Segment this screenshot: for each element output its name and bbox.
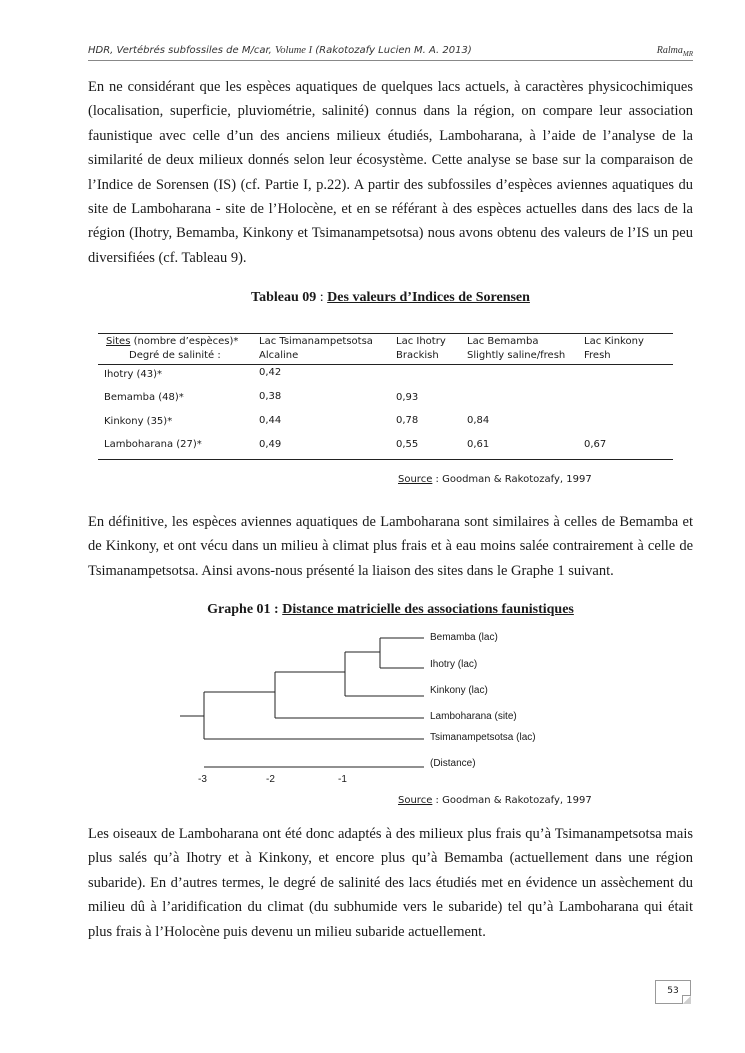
table-caption-title: Des valeurs d’Indices de Sorensen	[327, 290, 530, 305]
header-volume: Volume I	[275, 45, 313, 56]
paragraph-intro: En ne considérant que les espèces aquatiques de quelques lacs actuels, à caractères physicochimiques (localisation, superficie, pluviométrie, salinité) connus dans la région, on compare leur association faunistique avec celle d’un des anciens milieux étudiés, Lamboharana, à l’aide de l’analyse de la similarité de deux milieux donnés selon leur écosystème. Cette analyse se base sur la comparaison de l’Indice de Sorensen (IS) (cf. Partie I, p.22). A partir des subfossiles d’espèces aviennes aquatiques du site de Lamboharana - site de l’Holocène, et en se référant à des espèces actuelles dans des lacs de la région (Ihotry, Bemamba, Kinkony et Tsimanampetsotsa) nous avons obtenu des valeurs de l’IS un peu diversifiées (cf. Tableau 9).	[88, 79, 693, 266]
table-row-site-ihotry: Ihotry (43)*	[104, 369, 163, 380]
table-cell-lamboharana-kinkony: 0,67	[584, 439, 607, 450]
dendro-leaf-ihotry: Ihotry (lac)	[430, 659, 478, 670]
table-header-salinity-label: Degré de salinité :	[129, 350, 221, 361]
dendro-axis-tick-minus-1: -1	[338, 774, 347, 785]
page-number: 53	[667, 986, 679, 996]
table-col-name-bemamba: Lac Bemamba	[467, 336, 539, 347]
page-fold-corner	[682, 995, 691, 1004]
table-cell-bemamba-ihotry: 0,93	[396, 392, 419, 403]
table-top-rule	[98, 333, 673, 334]
header-author-mark-sub: MR	[682, 50, 693, 58]
table-header-sites	[106, 336, 238, 347]
table-header-rule	[98, 364, 673, 365]
table-col-name-kinkony: Lac Kinkony	[584, 336, 644, 347]
graph-source	[398, 795, 592, 806]
table-cell-kinkony-tsimanampetsotsa: 0,44	[259, 415, 282, 426]
header-title-prefix: HDR, Vertébrés subfossiles de M/car,	[88, 45, 272, 56]
paragraph-conclusion: Les oiseaux de Lamboharana ont été donc adaptés à des milieux plus frais qu’à Tsimanampetsotsa mais plus salés qu’à Ihotry et à Kinkony, et encore plus qu’à Bemamba (actuellement dans une région subaride). En d’autres termes, le degré de salinité des lacs étudiés met en évidence un assèchement du milieu dû à l’aridification du climat (du subhumide vers le subaride) tel qu’à Lamboharana qui était plus frais à l’Holocène puis devenu un milieu subaride actuellement.	[88, 826, 693, 940]
running-header-title	[88, 45, 472, 56]
dendro-leaf-tsimanampetsotsa: Tsimanampetsotsa (lac)	[430, 732, 536, 743]
table-col-salinity-tsimanampetsotsa: Alcaline	[259, 350, 299, 361]
table-cell-kinkony-ihotry: 0,78	[396, 415, 419, 426]
paragraph-middle: En définitive, les espèces aviennes aquatiques de Lamboharana sont similaires à celles de Bemamba et de Kinkony, et ont vécu dans un milieu à climat plus frais et à eau moins salée contrairement à celle de Tsimanampetsotsa. Ainsi avons-nous présenté la liaison des sites dans le Graphe 1 suivant.	[88, 514, 693, 579]
table-col-salinity-kinkony: Fresh	[584, 350, 611, 361]
table-cell-kinkony-bemamba: 0,84	[467, 415, 490, 426]
dendro-leaf-lamboharana: Lamboharana (site)	[430, 711, 517, 722]
dendro-axis-tick-minus-3: -3	[198, 774, 207, 785]
header-author-mark	[657, 45, 693, 58]
graph-caption	[88, 602, 693, 618]
table-row-site-lamboharana: Lamboharana (27)*	[104, 439, 202, 450]
table-caption	[88, 290, 693, 306]
table-source-label: Source	[398, 474, 433, 485]
table-caption-label: Tableau 09	[251, 290, 317, 305]
table-header-sites-word: Sites	[106, 336, 131, 347]
table-row-site-bemamba: Bemamba (48)*	[104, 392, 184, 403]
table-cell-ihotry-tsimanampetsotsa: 0,42	[259, 367, 282, 378]
table-cell-lamboharana-tsimanampetsotsa: 0,49	[259, 439, 282, 450]
dendro-leaf-kinkony: Kinkony (lac)	[430, 685, 488, 696]
table-source	[398, 474, 592, 485]
dendro-axis-tick-minus-2: -2	[266, 774, 275, 785]
table-col-name-tsimanampetsotsa: Lac Tsimanampetsotsa	[259, 336, 373, 347]
table-source-text: : Goodman & Rakotozafy, 1997	[432, 474, 592, 485]
dendro-axis-label: (Distance)	[430, 758, 476, 769]
dendro-leaf-bemamba: Bemamba (lac)	[430, 632, 498, 643]
table-bottom-rule	[98, 459, 673, 460]
table-cell-lamboharana-bemamba: 0,61	[467, 439, 490, 450]
header-author-mark-text: Ralma	[656, 45, 683, 56]
table-col-salinity-bemamba: Slightly saline/fresh	[467, 350, 566, 361]
table-col-name-ihotry: Lac Ihotry	[396, 336, 446, 347]
sorensen-table	[98, 333, 673, 463]
graph-caption-title: Distance matricielle des associations faunistiques	[282, 602, 574, 617]
header-title-suffix: (Rakotozafy Lucien M. A. 2013)	[315, 45, 472, 56]
graph-source-label: Source	[398, 795, 433, 806]
table-header-sites-rest: (nombre d’espèces)*	[130, 336, 239, 347]
table-cell-bemamba-tsimanampetsotsa: 0,38	[259, 391, 282, 402]
graph-source-text: : Goodman & Rakotozafy, 1997	[432, 795, 592, 806]
table-caption-sep: :	[316, 290, 328, 305]
table-row-site-kinkony: Kinkony (35)*	[104, 416, 173, 427]
running-header	[88, 45, 693, 61]
table-col-salinity-ihotry: Brackish	[396, 350, 439, 361]
table-cell-lamboharana-ihotry: 0,55	[396, 439, 419, 450]
graph-caption-label: Graphe 01 :	[207, 602, 279, 617]
page-number-box	[655, 980, 691, 1004]
header-rule	[88, 60, 693, 61]
